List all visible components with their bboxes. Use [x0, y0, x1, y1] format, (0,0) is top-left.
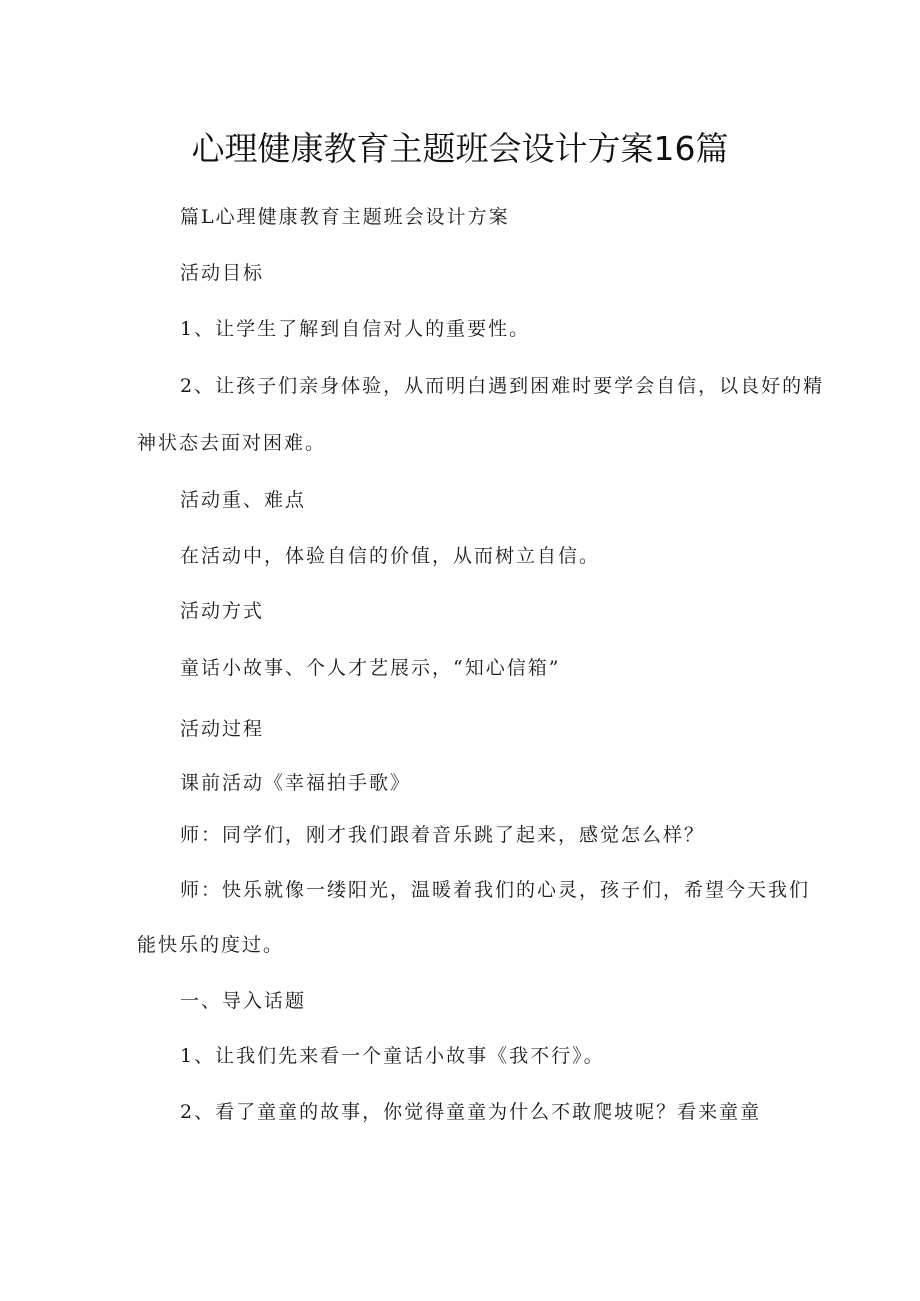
paragraph: 2、看了童童的故事，你觉得童童为什么不敢爬坡呢？看来童童	[180, 1101, 762, 1123]
paragraph: 童话小故事、个人才艺展示，“知心信箱”	[180, 657, 561, 679]
paragraph: 活动过程	[180, 718, 265, 740]
paragraph: 师：同学们，刚才我们跟着音乐跳了起来，感觉怎么样？	[180, 824, 706, 846]
paragraph: 一、导入话题	[180, 990, 307, 1012]
paragraph: 师：快乐就像一缕阳光，温暖着我们的心灵，孩子们，希望今天我们	[180, 879, 811, 901]
paragraph: 活动方式	[180, 600, 265, 622]
section-heading: 篇L心理健康教育主题班会设计方案	[180, 206, 510, 228]
paragraph: 2、让孩子们亲身体验，从而明白遇到困难时要学会自信，以良好的精	[180, 375, 825, 397]
paragraph: 在活动中，体验自信的价值，从而树立自信。	[180, 545, 601, 567]
paragraph: 活动目标	[180, 262, 265, 284]
paragraph: 活动重、难点	[180, 489, 307, 511]
paragraph: 1、让学生了解到自信对人的重要性。	[180, 318, 531, 340]
paragraph: 能快乐的度过。	[137, 934, 285, 956]
paragraph: 1、让我们先来看一个童话小故事《我不行》。	[180, 1045, 605, 1067]
paragraph: 神状态去面对困难。	[137, 432, 327, 454]
document-title: 心理健康教育主题班会设计方案16篇	[191, 129, 729, 168]
paragraph: 课前活动《幸福拍手歌》	[180, 772, 412, 794]
